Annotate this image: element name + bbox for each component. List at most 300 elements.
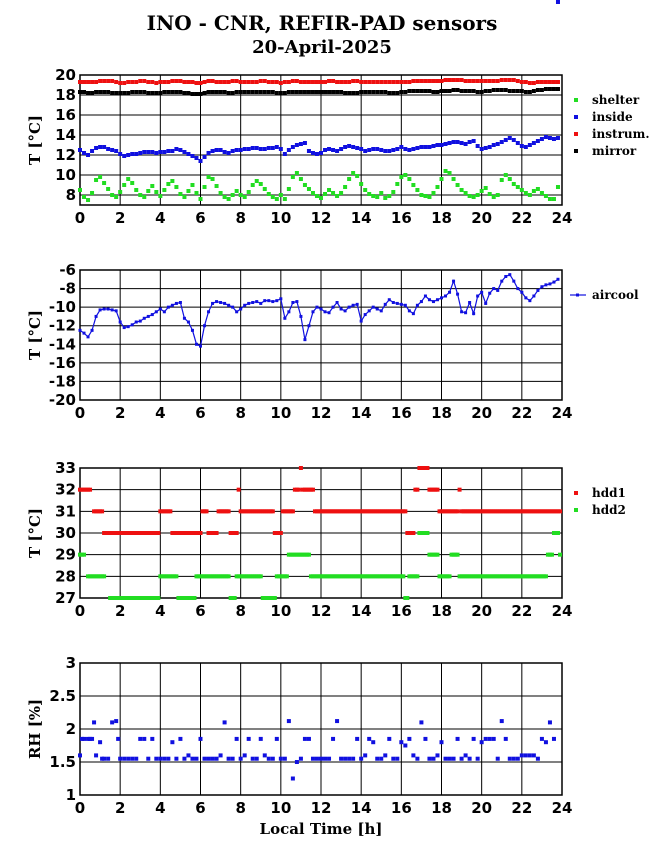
data-point — [158, 80, 162, 84]
x-tick-label: 18 — [431, 799, 452, 817]
data-point — [323, 192, 327, 196]
data-point — [158, 194, 162, 198]
data-point — [219, 301, 222, 304]
data-point — [138, 151, 142, 155]
data-point — [283, 91, 287, 95]
data-point — [116, 737, 120, 741]
series-instrum. — [78, 78, 560, 85]
data-point — [235, 79, 239, 83]
data-point — [178, 79, 182, 83]
data-point — [556, 531, 560, 535]
y-tick-label: -6 — [59, 261, 76, 279]
data-point — [162, 90, 166, 94]
data-point — [458, 488, 462, 492]
data-point — [91, 329, 94, 332]
data-point — [331, 90, 335, 94]
data-point — [82, 737, 86, 741]
data-point — [263, 299, 266, 302]
data-point — [98, 175, 102, 179]
data-point — [452, 177, 456, 181]
x-tick-label: 6 — [195, 799, 206, 817]
data-point — [488, 737, 492, 741]
data-point — [207, 79, 211, 83]
data-point — [548, 720, 552, 724]
data-point — [415, 574, 419, 578]
data-point — [399, 80, 403, 84]
data-point — [532, 189, 536, 193]
data-point — [415, 757, 419, 761]
data-point — [359, 757, 363, 761]
data-point — [355, 79, 359, 83]
data-point — [279, 757, 283, 761]
data-point — [110, 79, 114, 83]
data-point — [78, 148, 82, 152]
data-point — [291, 79, 295, 83]
data-point — [122, 81, 126, 85]
data-point — [431, 79, 435, 83]
data-point — [347, 80, 351, 84]
data-point — [476, 90, 480, 94]
data-point — [440, 296, 443, 299]
data-point — [267, 80, 271, 84]
data-point — [460, 188, 464, 192]
data-point — [464, 89, 468, 93]
data-point — [492, 195, 496, 199]
data-point — [166, 149, 170, 153]
data-point — [175, 302, 178, 305]
x-tick-label: 2 — [114, 209, 126, 227]
x-tick-label: 22 — [511, 404, 533, 422]
data-point — [520, 753, 524, 757]
data-point — [500, 88, 504, 92]
data-point — [379, 80, 383, 84]
data-point — [207, 90, 211, 94]
data-point — [448, 141, 452, 145]
data-point — [186, 189, 190, 193]
data-point — [211, 90, 215, 94]
data-point — [134, 188, 138, 192]
data-point — [190, 80, 194, 84]
data-point — [556, 136, 560, 140]
data-point — [504, 737, 508, 741]
data-point — [182, 91, 186, 95]
data-point — [516, 79, 520, 83]
data-point — [138, 737, 142, 741]
data-point — [174, 185, 178, 189]
data-point — [263, 147, 267, 151]
data-point — [154, 190, 158, 194]
data-point — [516, 185, 520, 189]
data-point — [556, 87, 560, 91]
data-point — [520, 188, 524, 192]
data-point — [327, 188, 331, 192]
data-point — [182, 150, 186, 154]
data-point — [412, 312, 415, 315]
data-point — [484, 302, 487, 305]
data-point — [131, 323, 134, 326]
data-point — [239, 757, 243, 761]
data-point — [239, 148, 243, 152]
data-point — [295, 171, 299, 175]
data-point — [347, 177, 351, 181]
data-point — [291, 301, 294, 304]
data-point — [544, 80, 548, 84]
x-tick-label: 16 — [390, 602, 412, 620]
data-point — [126, 80, 130, 84]
data-point — [203, 185, 207, 189]
data-point — [468, 89, 472, 93]
data-point — [100, 509, 104, 513]
data-point — [287, 90, 291, 94]
data-point — [205, 509, 209, 513]
data-point — [194, 92, 198, 96]
data-point — [307, 553, 311, 557]
data-point — [544, 574, 548, 578]
data-point — [319, 757, 323, 761]
data-point — [343, 91, 347, 95]
y-tick-label: 2 — [65, 720, 76, 738]
data-point — [460, 89, 464, 93]
data-point — [311, 80, 315, 84]
data-point — [98, 740, 102, 744]
data-point — [395, 91, 399, 95]
data-point — [331, 737, 335, 741]
data-point — [399, 175, 403, 179]
data-point — [484, 186, 488, 190]
data-point — [247, 302, 250, 305]
data-point — [231, 79, 235, 83]
data-point — [492, 143, 496, 147]
data-point — [259, 737, 263, 741]
data-point — [508, 136, 512, 140]
series-line — [80, 275, 558, 347]
data-point — [154, 91, 158, 95]
legend-label: aircool — [592, 288, 639, 302]
data-point — [367, 90, 371, 94]
data-point — [299, 757, 303, 761]
data-point — [103, 308, 106, 311]
data-point — [352, 304, 355, 307]
y-tick-label: -16 — [48, 353, 76, 372]
data-point — [227, 151, 231, 155]
data-point — [283, 197, 287, 201]
data-point — [327, 90, 331, 94]
data-point — [102, 181, 106, 185]
data-point — [524, 80, 528, 84]
data-point — [110, 148, 114, 152]
legend-marker — [576, 294, 579, 297]
data-point — [532, 89, 536, 93]
data-point — [343, 80, 347, 84]
data-point — [536, 757, 540, 761]
y-tick-label: -10 — [48, 298, 76, 317]
data-point — [448, 757, 452, 761]
data-point — [170, 740, 174, 744]
data-point — [419, 145, 423, 149]
data-point — [488, 292, 491, 295]
x-tick-label: 6 — [195, 404, 206, 422]
data-point — [452, 140, 456, 144]
data-point — [468, 140, 472, 144]
data-point — [528, 90, 532, 94]
data-point — [263, 79, 267, 83]
data-point — [464, 142, 468, 146]
data-point — [135, 321, 138, 324]
data-point — [460, 310, 463, 313]
data-point — [295, 143, 299, 147]
data-point — [340, 308, 343, 311]
data-point — [448, 574, 452, 578]
data-point — [456, 140, 460, 144]
data-point — [130, 80, 134, 84]
x-tick-label: 4 — [155, 404, 166, 422]
data-point — [114, 80, 118, 84]
data-point — [251, 80, 255, 84]
data-point — [548, 80, 552, 84]
data-point — [435, 185, 439, 189]
data-point — [263, 753, 267, 757]
data-point — [411, 89, 415, 93]
data-point — [271, 80, 275, 84]
data-point — [219, 753, 223, 757]
data-point — [323, 90, 327, 94]
data-point — [170, 149, 174, 153]
data-point — [215, 80, 219, 84]
data-point — [407, 177, 411, 181]
data-point — [532, 295, 535, 298]
chart-title: INO - CNR, REFIR-PAD sensors — [146, 11, 498, 35]
data-point — [419, 720, 423, 724]
x-tick-label: 8 — [235, 404, 246, 422]
data-point — [435, 753, 439, 757]
data-point — [448, 171, 452, 175]
data-point — [327, 147, 331, 151]
data-point — [440, 143, 444, 147]
data-point — [119, 321, 122, 324]
data-point — [106, 79, 110, 83]
data-point — [420, 300, 423, 303]
data-point — [508, 177, 512, 181]
y-tick-label: 29 — [55, 545, 76, 564]
data-point — [480, 79, 484, 83]
data-point — [411, 531, 415, 535]
data-point — [215, 148, 219, 152]
data-point — [403, 509, 407, 513]
data-point — [339, 191, 343, 195]
data-point — [130, 152, 134, 156]
data-point — [468, 194, 472, 198]
data-point — [94, 80, 98, 84]
data-point — [146, 757, 150, 761]
data-point — [90, 191, 94, 195]
data-point — [355, 737, 359, 741]
data-point — [251, 301, 254, 304]
x-tick-label: 16 — [390, 404, 412, 422]
y-tick-label: 20 — [55, 66, 76, 84]
data-point — [528, 193, 532, 197]
data-point — [227, 80, 231, 84]
legend-marker — [574, 115, 578, 119]
data-point — [532, 753, 536, 757]
data-point — [488, 192, 492, 196]
y-tick-label: 32 — [55, 480, 76, 499]
data-point — [347, 91, 351, 95]
data-point — [311, 310, 314, 313]
data-point — [508, 757, 512, 761]
data-point — [336, 301, 339, 304]
data-point — [215, 184, 219, 188]
data-point — [285, 574, 289, 578]
data-point — [456, 88, 460, 92]
data-point — [423, 145, 427, 149]
x-tick-label: 0 — [74, 799, 86, 817]
data-point — [223, 195, 227, 199]
x-tick-label: 16 — [390, 799, 412, 817]
data-point — [399, 145, 403, 149]
data-point — [227, 91, 231, 95]
data-point — [267, 299, 270, 302]
x-tick-label: 8 — [235, 799, 246, 817]
y-tick-label: 8 — [65, 186, 76, 204]
x-tick-label: 6 — [195, 602, 206, 620]
data-point — [247, 190, 251, 194]
data-point — [351, 145, 355, 149]
y-tick-label: 10 — [55, 166, 76, 184]
data-point — [504, 275, 507, 278]
data-point — [363, 188, 367, 192]
data-point — [407, 89, 411, 93]
data-point — [122, 154, 126, 158]
data-point — [283, 80, 287, 84]
data-point — [303, 183, 307, 187]
data-point — [146, 150, 150, 154]
data-point — [407, 148, 411, 152]
data-point — [94, 178, 98, 182]
data-point — [536, 80, 540, 84]
data-point — [190, 154, 194, 158]
data-point — [299, 177, 303, 181]
data-point — [88, 488, 92, 492]
data-point — [118, 757, 122, 761]
data-point — [162, 757, 166, 761]
data-point — [423, 194, 427, 198]
data-point — [528, 143, 532, 147]
data-point — [259, 90, 263, 94]
data-point — [194, 191, 198, 195]
data-point — [508, 273, 511, 276]
data-point — [339, 757, 343, 761]
data-point — [403, 744, 407, 748]
data-point — [435, 488, 439, 492]
data-point — [231, 306, 234, 309]
data-point — [295, 760, 299, 764]
data-point — [174, 90, 178, 94]
panels — [26, 0, 650, 838]
data-point — [102, 574, 106, 578]
data-point — [86, 91, 90, 95]
data-point — [142, 150, 146, 154]
data-point — [190, 757, 194, 761]
x-tick-label: 18 — [431, 404, 452, 422]
data-point — [504, 88, 508, 92]
data-point — [78, 90, 82, 94]
data-point — [492, 287, 495, 290]
data-point — [335, 194, 339, 198]
data-point — [315, 306, 318, 309]
data-point — [247, 147, 251, 151]
data-point — [355, 146, 359, 150]
data-point — [199, 737, 203, 741]
data-point — [263, 187, 267, 191]
data-point — [174, 79, 178, 83]
data-point — [159, 308, 162, 311]
x-tick-label: 14 — [350, 209, 372, 227]
data-point — [233, 596, 237, 600]
data-point — [328, 311, 331, 314]
data-point — [480, 189, 484, 193]
data-point — [192, 596, 196, 600]
data-point — [460, 78, 464, 82]
data-point — [211, 757, 215, 761]
x-tick-label: 2 — [114, 404, 126, 422]
data-point — [219, 191, 223, 195]
data-point — [387, 737, 391, 741]
data-point — [375, 147, 379, 151]
data-point — [150, 80, 154, 84]
data-point — [167, 306, 170, 309]
data-point — [391, 190, 395, 194]
data-point — [150, 91, 154, 95]
y-tick-label: 18 — [55, 86, 76, 104]
data-point — [415, 488, 419, 492]
data-point — [375, 195, 379, 199]
data-point — [78, 80, 82, 84]
data-point — [147, 315, 150, 318]
data-point — [291, 175, 295, 179]
data-point — [332, 306, 335, 309]
data-point — [396, 302, 399, 305]
data-point — [496, 142, 500, 146]
data-point — [83, 332, 86, 335]
data-point — [154, 81, 158, 85]
data-point — [319, 80, 323, 84]
data-point — [444, 295, 447, 298]
data-point — [431, 757, 435, 761]
data-point — [440, 177, 444, 181]
data-point — [311, 757, 315, 761]
data-point — [444, 142, 448, 146]
data-point — [335, 90, 339, 94]
data-point — [311, 151, 315, 155]
data-point — [115, 309, 118, 312]
legend-marker — [574, 508, 578, 512]
data-point — [303, 90, 307, 94]
data-point — [183, 317, 186, 320]
y-tick-label: 16 — [55, 106, 76, 124]
data-point — [223, 302, 226, 305]
x-tick-label: 2 — [114, 799, 126, 817]
data-point — [126, 757, 130, 761]
data-point — [520, 89, 524, 93]
data-point — [239, 90, 243, 94]
data-point — [235, 531, 239, 535]
data-point — [319, 90, 323, 94]
data-point — [440, 89, 444, 93]
data-point — [130, 757, 134, 761]
data-point — [319, 196, 323, 200]
data-point — [267, 90, 271, 94]
data-point — [520, 291, 523, 294]
